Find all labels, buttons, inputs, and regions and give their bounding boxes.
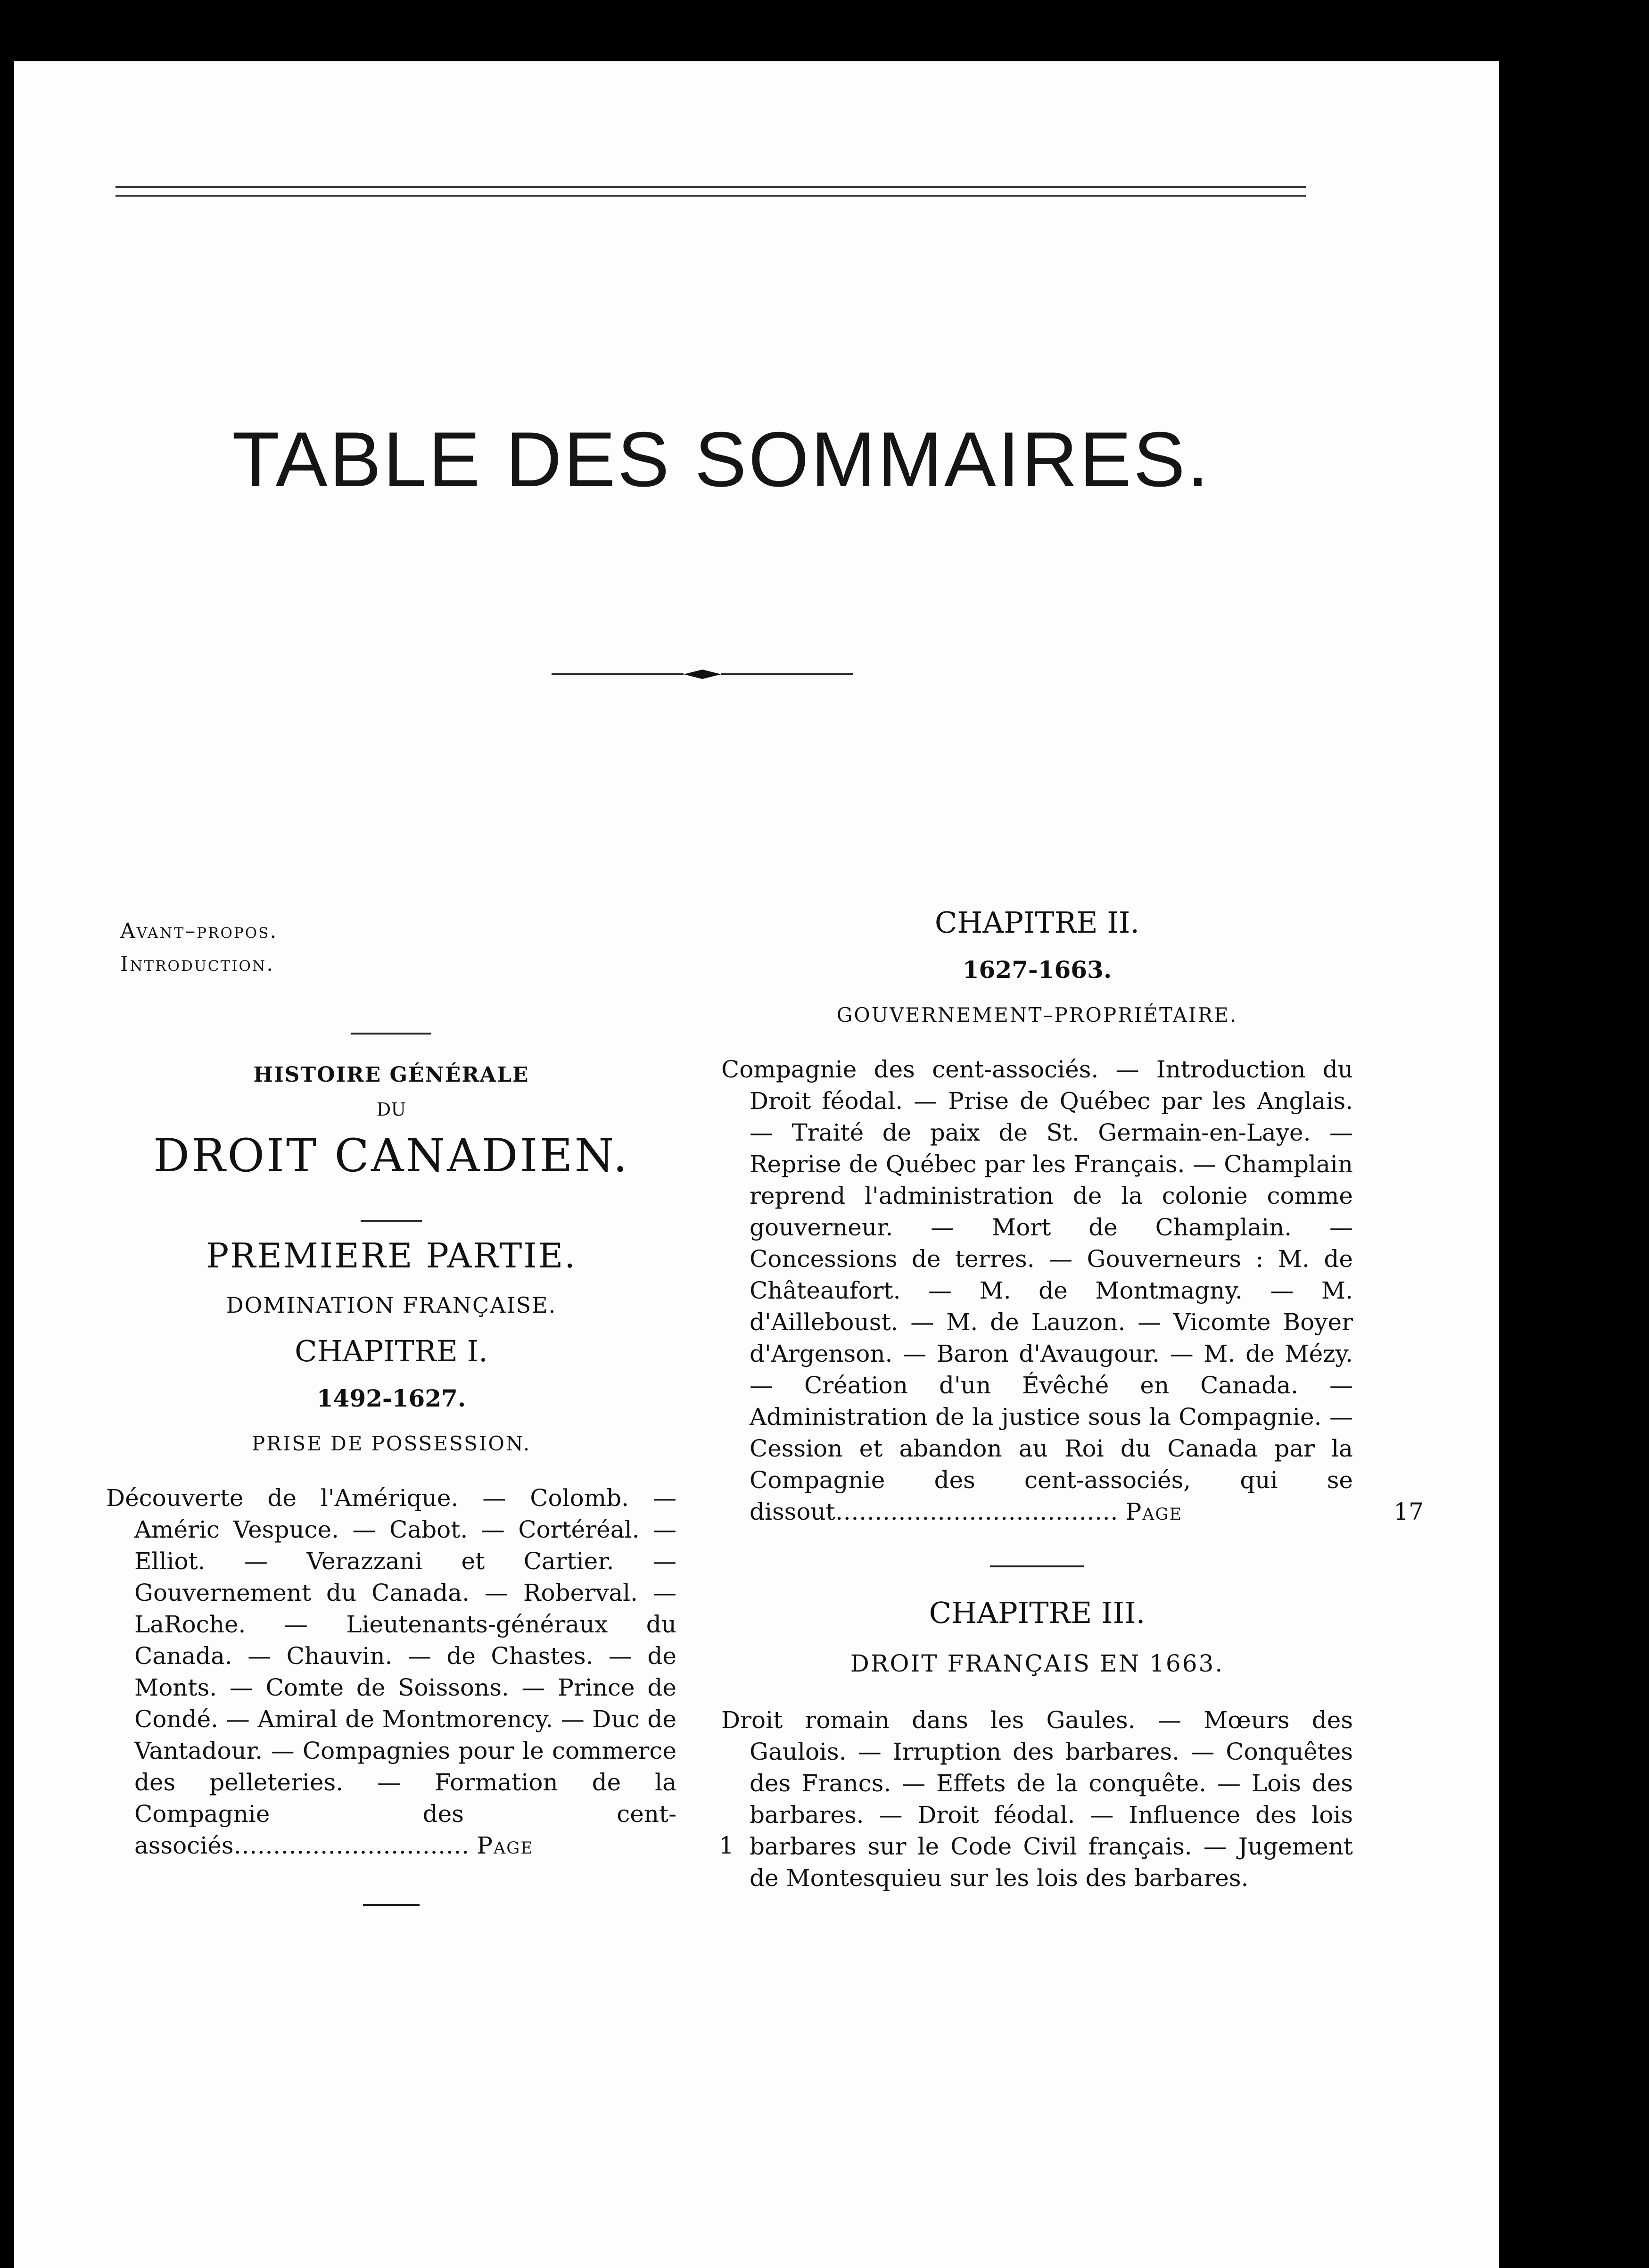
scan-border-top [0, 0, 1649, 61]
part-heading: PREMIERE PARTIE. [206, 1236, 577, 1275]
toc-entry-avant-propos[interactable]: Avant–propos. [120, 919, 278, 943]
chapter-1-heading[interactable]: CHAPITRE I. [295, 1334, 488, 1368]
section-rule [363, 1904, 420, 1906]
preliminaries-list [120, 915, 676, 981]
summary-text: Compagnie des cent-associés. — Introduction du Droit féodal. — Prise de Québec par les Anglais. — Traité de paix de St. Germain-en-Laye. — Reprise de Québec par les Français. — Champlain reprend l'administration de la colonie comme gouverneur. — Mort de Champlain. — Concessions de terres. — Gouverneurs : M. de Châteaufort. — M. de Montmagny. — M. d'Ailleboust. — M. de Lauzon. — Vicomte Boyer d'Argenson. — Baron d'Avaugour. — M. de Mézy. — Création d'un Évêché en Canada. — Administration de la justice sous la Compagnie. — Cession et abandon au Roi du Canada par la Compagnie des cent-associés, qui se dissout [721, 1056, 1353, 1525]
work-title-heading: DROIT CANADIEN. [153, 1129, 629, 1182]
toc-entry-introduction[interactable]: Introduction. [120, 952, 275, 976]
page-title: TABLE DES SOMMAIRES. [232, 416, 1211, 503]
right-column [721, 905, 1424, 1894]
section-rule [351, 1033, 431, 1035]
chapter-3-heading[interactable]: CHAPITRE III. [929, 1596, 1146, 1630]
chapter-2-summary: Compagnie des cent-associés. — Introduction du Droit féodal. — Prise de Québec par les Anglais. — Traité de paix de St. Germain-en-Laye. — Reprise de Québec par les Français. — Champlain reprend l'administration de la colonie comme gouverneur. — Mort de Champlain. — Concessions de terres. — Gouverneurs : M. de Châteaufort. — M. de Montmagny. — M. d'Ailleboust. — M. de Lauzon. — Vicomte Boyer d'Argenson. — Baron d'Avaugour. — M. de Mézy. — Création d'un Évêché en Canada. — Administration de la justice sous la Compagnie. — Cession et abandon au Roi du Canada par la Compagnie des cent-associés, qui se dissout……………………………… Page 17 [721, 1054, 1353, 1528]
document-page [14, 61, 1499, 2268]
chapter-2-subject: GOUVERNEMENT–PROPRIÉTAIRE. [836, 1003, 1238, 1026]
ornament-divider-icon [552, 665, 853, 684]
chapter-3-summary [721, 1705, 1353, 1894]
domination-heading: DOMINATION FRANÇAISE. [226, 1292, 557, 1318]
work-history-heading: HISTOIRE GÉNÉRALE [253, 1063, 529, 1087]
page-label: Page [1125, 1498, 1183, 1525]
section-rule [990, 1565, 1084, 1567]
section-rule [361, 1220, 422, 1222]
chapter-2-years: 1627-1663. [962, 956, 1112, 984]
chapter-2-heading[interactable]: CHAPITRE II. [934, 905, 1140, 940]
page-number[interactable]: 17 [1393, 1498, 1424, 1525]
work-du-heading: DU [376, 1099, 406, 1120]
chapter-1-summary: Découverte de l'Amérique. — Colomb. — Améric Vespuce. — Cabot. — Cortéréal. — Elliot. — Verazzani et Cartier. — Gouvernement du Canada. — Roberval. — LaRoche. — Lieutenants-généraux du Canada. — Chauvin. — de Chastes. — de Monts. — Comte de Soissons. — Prince de Condé. — Amiral de Montmorency. — Duc de Vantadour. — Compagnies pour le commerce des pelleteries. — Formation de la Compagnie des cent-associés………………………… Page 1 [106, 1484, 734, 1859]
chapter-1-years: 1492-1627. [316, 1384, 466, 1412]
left-column [106, 905, 734, 1906]
scan-border-left [0, 0, 14, 2268]
chapter-1-subject: PRISE DE POSSESSION. [251, 1432, 531, 1455]
summary-text: Découverte de l'Amérique. — Colomb. — Améric Vespuce. — Cabot. — Cortéréal. — Elliot. — Verazzani et Cartier. — Gouvernement du Canada. — Roberval. — LaRoche. — Lieutenants-généraux du Canada. — Chauvin. — de Chastes. — de Monts. — Comte de Soissons. — Prince de Condé. — Amiral de Montmorency. — Duc de Vantadour. — Compagnies pour le commerce des pelleteries. — Formation de la Compagnie des cent-associés [106, 1484, 676, 1859]
chapter-3-subject: DROIT FRANÇAIS EN 1663. [850, 1650, 1224, 1677]
summary-text: Droit romain dans les Gaules. — Mœurs des Gaulois. — Irruption des barbares. — Conquêtes des Francs. — Effets de la conquête. — Lois des barbares. — Droit féodal. — Influence des lois barbares sur le Code Civil français. — Jugement de Montesquieu sur les lois des barbares. [721, 1706, 1353, 1892]
header-double-rule [115, 186, 1306, 197]
page-label: Page [477, 1832, 534, 1859]
